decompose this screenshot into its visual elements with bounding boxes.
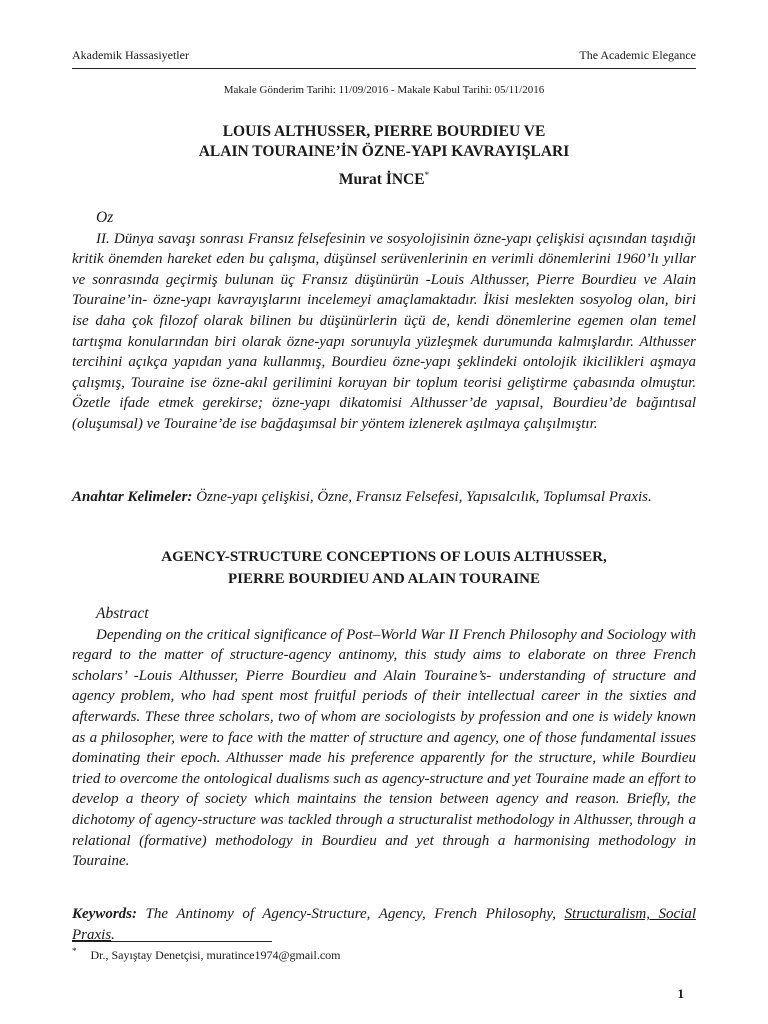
footnote-text: Dr., Sayıştay Denetçisi, muratince1974@gmail.com xyxy=(90,948,341,962)
article-title-tr xyxy=(72,122,696,162)
anahtar-text: Özne-yapı çelişkisi, Özne, Fransız Felsefesi, Yapısalcılık, Toplumsal Praxis. xyxy=(196,489,652,505)
oz-text: II. Dünya savaşı sonrası Fransız felsefesinin ve sosyolojisinin özne-yapı çelişkisi açısından taşıdığı kritik önemden hareket eden bu çalışma, düşünsel serüvenlerinin en verimli dönemlerini 1960’lı yıllar ve sonrasında geçirmiş bulunan üç Fransız düşünürün -Louis Althusser, Pierre Bourdieu ve Alain Touraine’in- özne-yapı kavrayışlarını incelemeyi amaçlamaktadır. İkisi meslekten sosyolog olan, biri ise daha çok filozof olarak bilinen bu düşünürlerin üçü de, kendi dönemlerine egemen olan temel tartışma konularından biri olarak özne-yapı sorunuyla yüzleşmek durumunda kalmışlardır. Althusser tercihini açıkça yapıdan yana kullanmış, Bourdieu özne-yapı şeklindeki ontolojik ikicilikleri aşmaya çalışmış, Touraine ise özne-akıl gerilimini koruyan bir toplum teorisi geliştirme çabasında olmuştur. Özetle ifade etmek gerekirse; özne-yapı dikatomisi Althusser’de yapısal, Bourdieu’de bağıntısal (oluşumsal) ve Touraine’de ise bağdaşımsal bir yöntem izlenerek aşılmaya çalışılmıştır. xyxy=(72,230,696,432)
en-title-line-2: PIERRE BOURDIEU AND ALAIN TOURAINE xyxy=(227,571,540,587)
anahtar-kelimeler xyxy=(72,487,696,508)
title-line-1: LOUIS ALTHUSSER, PIERRE BOURDIEU VE xyxy=(222,123,546,140)
keywords-end: . xyxy=(111,926,115,943)
anahtar-label: Anahtar Kelimeler: xyxy=(72,489,193,505)
abstract-heading: Abstract xyxy=(96,605,149,622)
footnote xyxy=(72,946,341,963)
author-footnote-mark: * xyxy=(424,170,430,180)
en-title-line-1: AGENCY-STRUCTURE CONCEPTIONS OF LOUIS ALTHUSSER, xyxy=(161,549,607,565)
keywords xyxy=(72,904,696,945)
keywords-text: The Antinomy of Agency-Structure, Agency, French Philosophy, xyxy=(145,906,556,922)
keywords-label: Keywords: xyxy=(72,906,137,922)
journal-name-tr: Akademik Hassasiyetler xyxy=(72,48,189,62)
submission-dates: Makale Gönderim Tarihi: 11/09/2016 - Makale Kabul Tarihi: 05/11/2016 xyxy=(223,84,545,96)
oz-section xyxy=(72,208,696,435)
footnote-rule xyxy=(72,941,272,942)
title-line-2: ALAIN TOURAINE’İN ÖZNE-YAPI KAVRAYIŞLARI xyxy=(198,143,570,160)
abstract-section xyxy=(72,604,696,872)
keywords-underlined: Structuralism, Social Praxis xyxy=(72,906,697,943)
abstract-text: Depending on the critical significance of Post–World War II French Philosophy and Sociology with regard to the matter of structure-agency antinomy, this study aims to elaborate on three French scholars’ -Louis Althusser, Pierre Bourdieu and Alain Touraine’s- understanding of structure and agency problem, who had spent most fruitful periods of their intellectual career in the sixties and afterwards. These three scholars, two of whom are sociologists by profession and one is widely known as a philosopher, were to face with the matter of structure and agency, one of those fundamental issues dominating their epoch. Althusser made his preference apparently for the structure, while Bourdieu tried to overcome the ontological dualisms such as agency-structure and yet Touraine made an effort to develop a theory of society which maintains the tension between agency and reason. Briefly, the dichotomy of agency-structure was tackled through a structuralist methodology in Althusser, through a relational (formative) methodology in Bourdieu and yet through a harmonising methodology in Touraine. xyxy=(72,626,696,870)
article-title-en xyxy=(72,546,696,590)
footnote-mark: * xyxy=(72,946,77,956)
running-header xyxy=(72,48,696,69)
author-name: Murat İNCE xyxy=(338,171,425,189)
journal-name-en: The Academic Elegance xyxy=(579,48,696,62)
author xyxy=(0,170,768,189)
oz-heading: Oz xyxy=(96,209,114,226)
page-number: 1 xyxy=(677,986,684,1001)
